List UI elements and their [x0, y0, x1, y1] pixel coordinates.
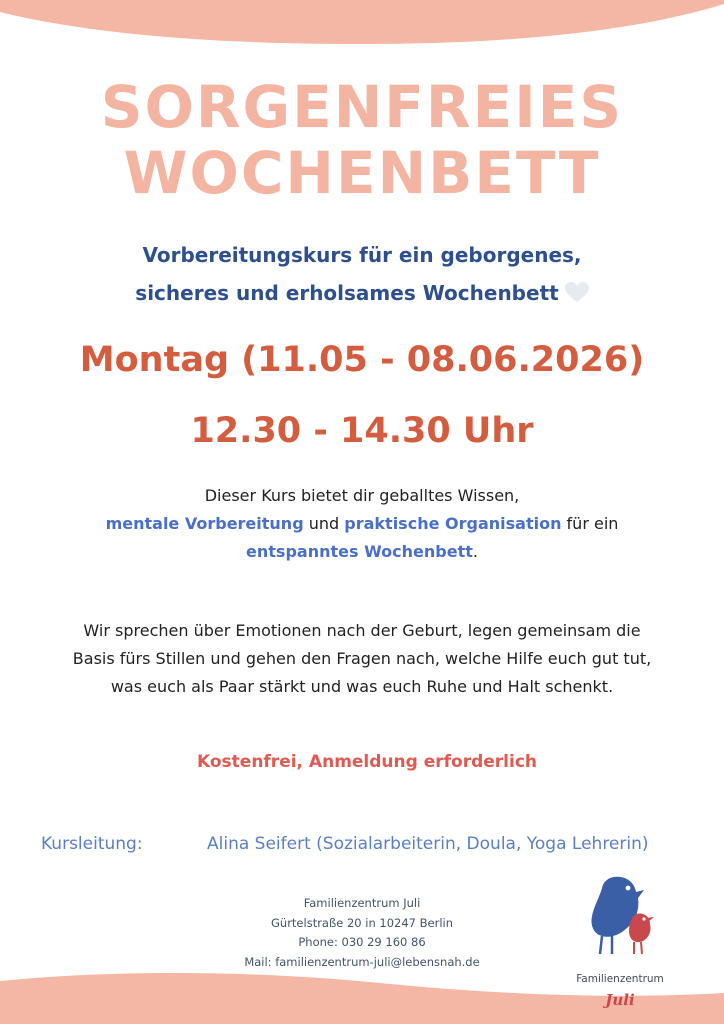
- logo-subtext: Juli: [605, 991, 635, 1009]
- title-line-2: WOCHENBETT: [123, 139, 601, 207]
- highlight-organisation: praktische Organisation: [344, 514, 562, 533]
- title-line-1: SORGENFREIES: [100, 73, 624, 141]
- subtitle-line-1: Vorbereitungskurs für ein geborgenes,: [142, 243, 582, 267]
- highlight-mental: mentale Vorbereitung: [105, 514, 304, 533]
- highlight-wochenbett: entspanntes Wochenbett: [246, 542, 473, 561]
- address-phone: Phone: 030 29 160 86: [298, 935, 426, 949]
- details-paragraph: [40, 617, 684, 701]
- intro-line-2: [40, 510, 684, 538]
- course-dates: Montag (11.05 - 08.06.2026): [79, 340, 645, 380]
- heart-icon: [565, 282, 589, 303]
- logo-text: Familienzentrum: [576, 973, 664, 985]
- cost-note: Kostenfrei, Anmeldung erforderlich: [196, 752, 538, 772]
- intro-line-1: Dieser Kurs bietet dir geballtes Wissen,: [204, 486, 520, 505]
- details-line-1: Wir sprechen über Emotionen nach der Geburt, legen gemeinsam die: [83, 621, 641, 640]
- subtitle: [0, 236, 724, 312]
- intro-connector: und: [303, 514, 345, 533]
- subtitle-line-2-text: sicheres und erholsames Wochenbett: [135, 281, 559, 305]
- leader-name: Alina Seifert (Sozialarbeiterin, Doula, Yoga Lehrerin): [207, 834, 649, 854]
- address-mail: Mail: familienzentrum-juli@lebensnah.de: [244, 954, 480, 969]
- address-street: Gürtelstraße 20 in 10247 Berlin: [271, 915, 453, 930]
- address-block: [200, 894, 524, 972]
- address-name: Familienzentrum Juli: [303, 896, 421, 910]
- details-line-2: Basis fürs Stillen und gehen den Fragen nach, welche Hilfe euch gut tut,: [72, 649, 652, 668]
- intro-period: .: [472, 542, 478, 561]
- logo: [560, 868, 690, 1018]
- subtitle-line-2: [0, 274, 724, 312]
- details-line-3: was euch als Paar stärkt und was euch Ruhe und Halt schenkt.: [110, 677, 614, 696]
- leader-label: Kursleitung:: [41, 834, 143, 854]
- intro-line-3: [40, 538, 684, 566]
- top-wave-decoration: [0, 0, 724, 60]
- intro-connector-2: für ein: [561, 514, 619, 533]
- course-time: 12.30 - 14.30 Uhr: [190, 411, 534, 451]
- intro-paragraph: [40, 482, 684, 566]
- two-birds-icon: [572, 868, 662, 958]
